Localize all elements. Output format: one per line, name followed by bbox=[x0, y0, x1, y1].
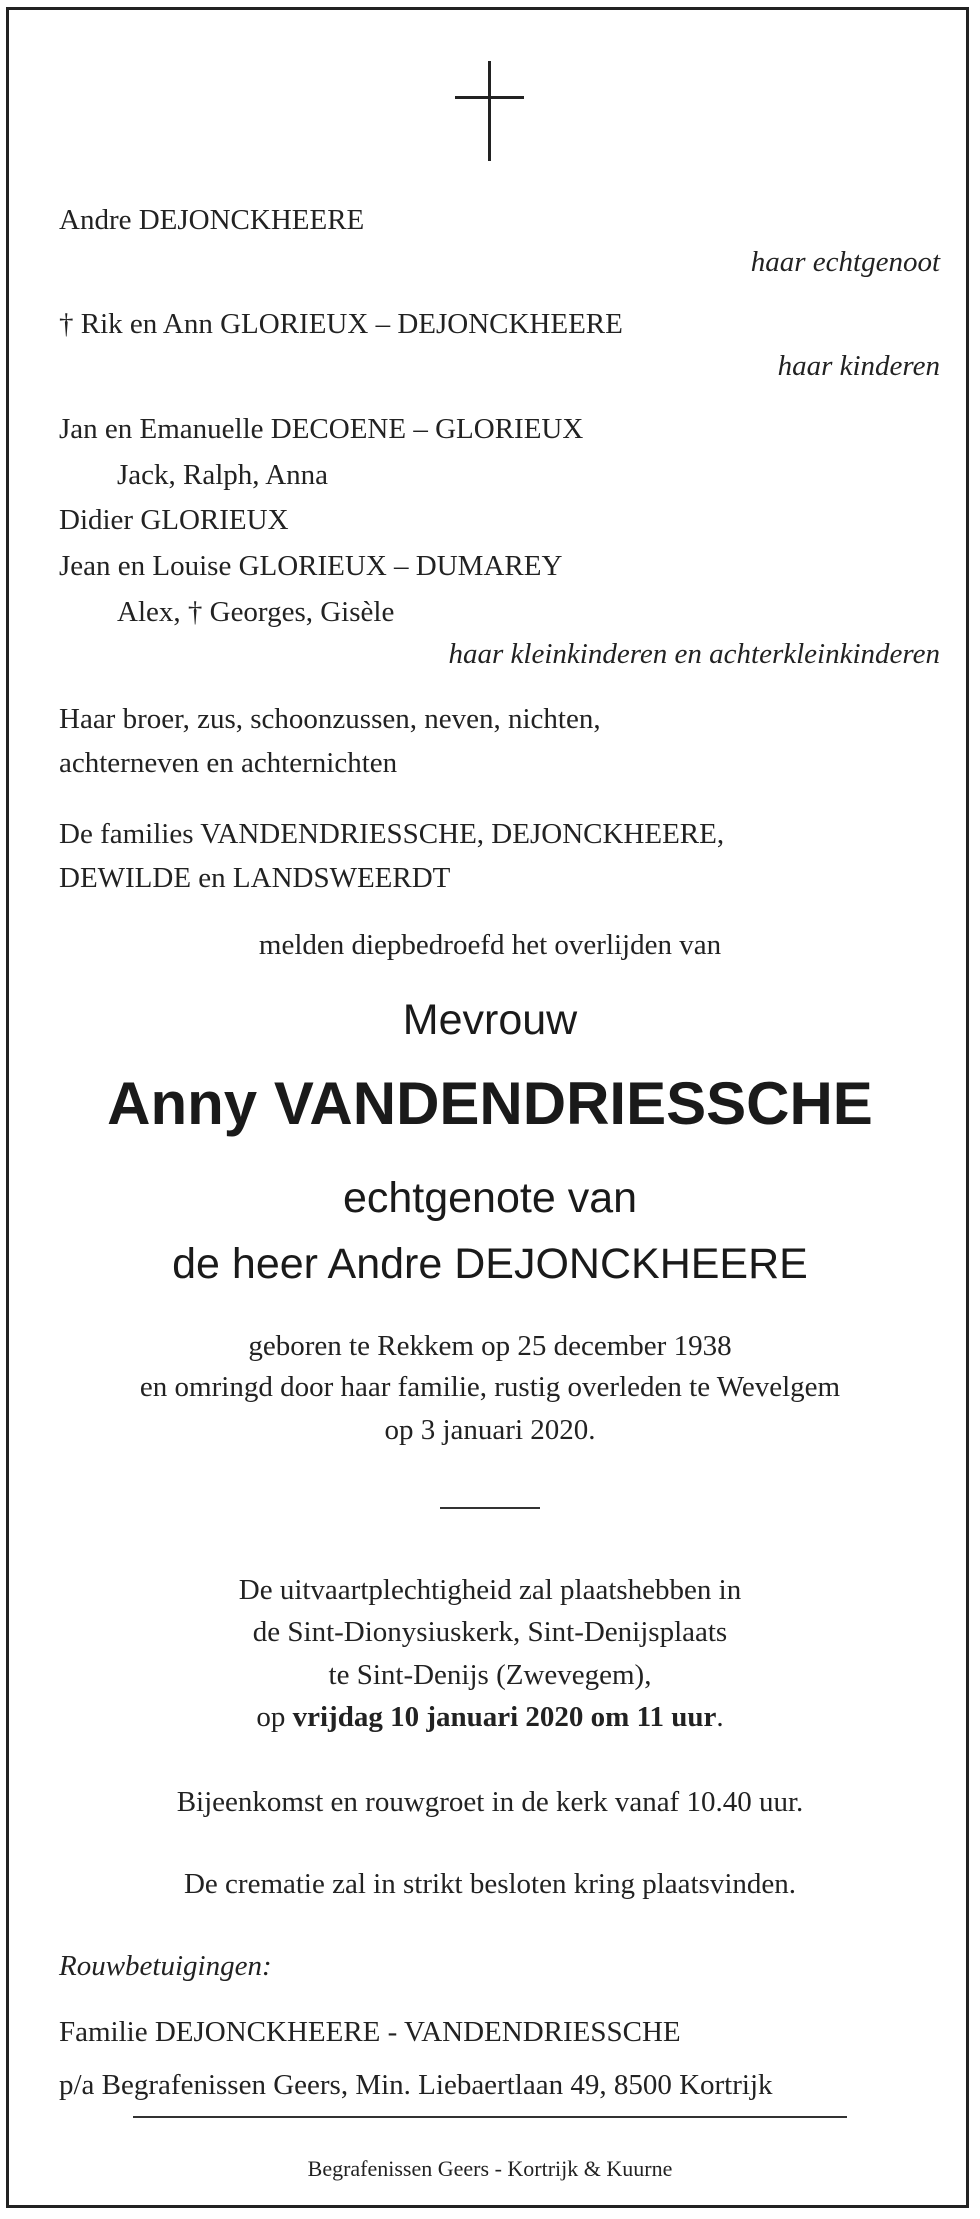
funeral-date-bold: vrijdag 10 januari 2020 om 11 uur bbox=[292, 1701, 717, 1733]
funeral-date-suffix: . bbox=[716, 1701, 724, 1733]
great-grandchildren-1: Jack, Ralph, Anna bbox=[117, 459, 329, 491]
condolences-address: p/a Begrafenissen Geers, Min. Liebaertlaan 49, 8500 Kortrijk bbox=[59, 2069, 773, 2101]
gathering-line: Bijeenkomst en rouwgroet in de kerk vanaf 10.40 uur. bbox=[176, 1786, 804, 1818]
siblings-line-1: Haar broer, zus, schoonzussen, neven, nichten, bbox=[59, 703, 601, 735]
funeral-date bbox=[0, 1699, 980, 1735]
grandchild-family-3: Jean en Louise GLORIEUX – DUMAREY bbox=[59, 550, 563, 582]
spouse-role: haar echtgenoot bbox=[750, 246, 940, 278]
divider bbox=[440, 1507, 540, 1509]
birth-line: geboren te Rekkem op 25 december 1938 bbox=[248, 1330, 732, 1362]
spouse-line-1: echtgenote van bbox=[342, 1174, 638, 1222]
footer-rule bbox=[133, 2116, 847, 2118]
great-grandchildren-3: Alex, † Georges, Gisèle bbox=[117, 596, 395, 628]
spouse-line-2: de heer Andre DEJONCKHEERE bbox=[172, 1240, 808, 1288]
grandchild-family-2: Didier GLORIEUX bbox=[59, 504, 289, 536]
siblings-line-2: achterneven en achternichten bbox=[59, 747, 398, 779]
death-date: op 3 januari 2020. bbox=[384, 1414, 596, 1446]
deceased-name: Anny VANDENDRIESSCHE bbox=[107, 1070, 873, 1137]
children-name: † Rik en Ann GLORIEUX – DEJONCKHEERE bbox=[59, 308, 623, 340]
funeral-line-1: De uitvaartplechtigheid zal plaatshebben in bbox=[238, 1574, 742, 1606]
salutation: Mevrouw bbox=[402, 996, 578, 1044]
families-line-1: De families VANDENDRIESSCHE, DEJONCKHEERE, bbox=[59, 818, 725, 850]
children-role: haar kinderen bbox=[777, 350, 940, 382]
grandchild-family-1: Jan en Emanuelle DECOENE – GLORIEUX bbox=[59, 413, 584, 445]
death-line: en omringd door haar familie, rustig overleden te Wevelgem bbox=[139, 1371, 841, 1403]
funeral-date-prefix: op bbox=[256, 1701, 293, 1733]
announcement-intro: melden diepbedroefd het overlijden van bbox=[258, 929, 722, 961]
cremation-line: De crematie zal in strikt besloten kring plaatsvinden. bbox=[183, 1868, 797, 1900]
condolences-heading: Rouwbetuigingen: bbox=[59, 1950, 272, 1982]
spouse-name: Andre DEJONCKHEERE bbox=[59, 204, 365, 236]
families-line-2: DEWILDE en LANDSWEERDT bbox=[59, 862, 451, 894]
funeral-line-2: de Sint-Dionysiuskerk, Sint-Denijsplaats bbox=[252, 1616, 728, 1648]
funeral-line-3: te Sint-Denijs (Zwevegem), bbox=[328, 1659, 652, 1691]
grandchildren-role: haar kleinkinderen en achterkleinkinderen bbox=[448, 638, 940, 670]
condolences-family: Familie DEJONCKHEERE - VANDENDRIESSCHE bbox=[59, 2016, 681, 2048]
undertaker-footer: Begrafenissen Geers - Kortrijk & Kuurne bbox=[307, 2156, 673, 2181]
